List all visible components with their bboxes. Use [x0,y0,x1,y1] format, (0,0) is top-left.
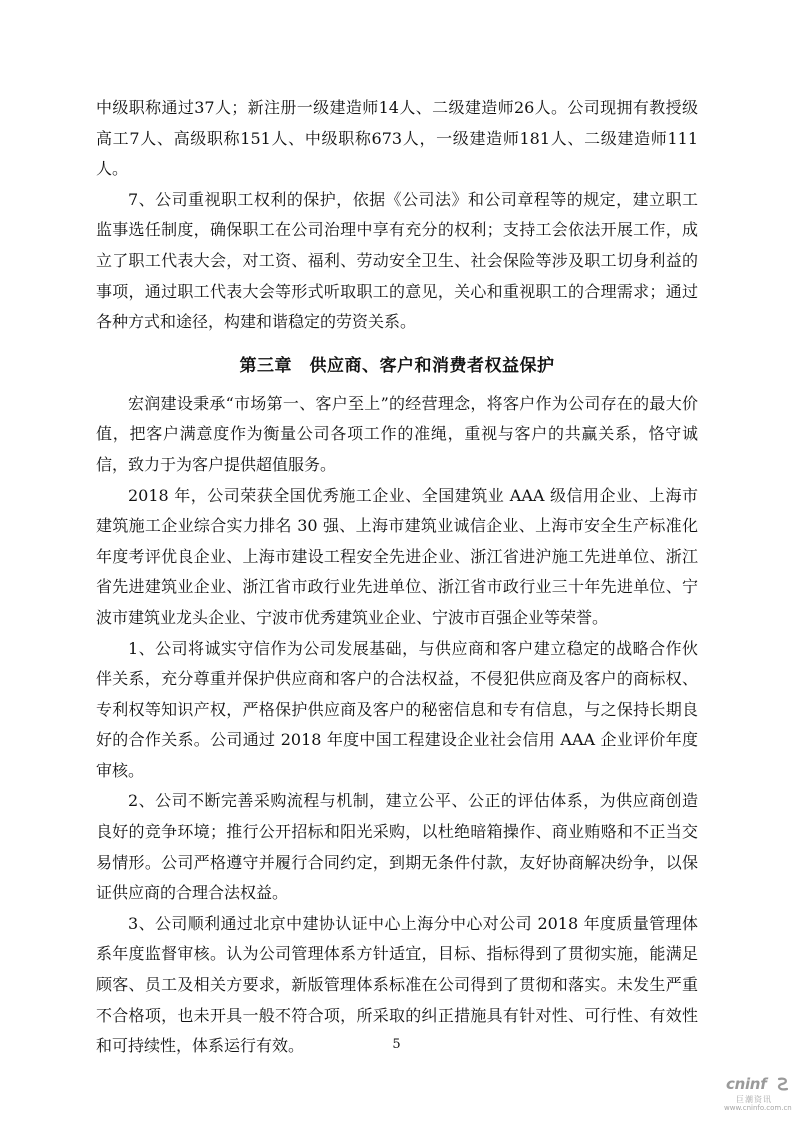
paragraph-honors-2018: 2018 年，公司荣获全国优秀施工企业、全国建筑业 AAA 级信用企业、上海市建筑施工企业综合实力排名 30 强、上海市建筑业诚信企业、上海市安全生产标准化年度考评优良企业、上海市建设工程安全先进企业、浙江省进沪施工先进单位、浙江省先进建筑业企业、浙江省市政行业先进单位、浙江省市政行业三十年先进单位、宁波市建筑业龙头企业、宁波市优秀建筑业企业、宁波市百强企业等荣誉。 [96,485,698,627]
paragraph-employee-rights: 7、公司重视职工权利的保护，依据《公司法》和公司章程等的规定，建立职工监事选任制度，确保职工在公司治理中享有充分的权利；支持工会依法开展工作，成立了职工代表大会，对工资、福利、劳动安全卫生、社会保险等涉及职工切身利益的事项，通过职工代表大会等形式听取职工的意见，关心和重视职工的合理需求；通过各种方式和途径，构建和谐稳定的劳资关系。 [96,189,698,332]
logo-swoosh-icon [776,1076,790,1092]
page-body [96,93,698,1062]
chapter-title: 第三章 供应商、客户和消费者权益保护 [239,355,555,376]
paragraph-procurement: 2、公司不断完善采购流程与机制，建立公平、公正的评估体系，为供应商创造良好的竞争环境；推行公开招标和阳光采购，以杜绝暗箱操作、商业贿赂和不正当交易情形。公司严格遵守并履行合同约定，到期无条件付款，友好协商解决纷争，以保证供应商的合理合法权益。 [96,791,698,903]
logo-wordmark: cninf [726,1075,767,1093]
page-number: 5 [392,1037,401,1052]
paragraph-supplier-partnership: 1、公司将诚实守信作为公司发展基础，与供应商和客户建立稳定的战略合作伙伴关系，充分尊重并保护供应商和客户的合法权益，不侵犯供应商及客户的商标权、专利权等知识产权，严格保护供应商及客户的秘密信息和专有信息，与之保持长期良好的合作关系。公司通过 2018 年度中国工程建设企业社会信用 AAA 企业评价年度审核。 [96,638,698,780]
logo-url: www.cninfo.com.cn [724,1104,792,1112]
logo-chinese-name: 巨潮资讯 [736,1095,772,1104]
paragraph-quality-audit: 3、公司顺利通过北京中建协认证中心上海分中心对公司 2018 年度质量管理体系年度监督审核。认为公司管理体系方针适宜，目标、指标得到了贯彻实施，能满足顾客、员工及相关方要求，新版管理体系标准在公司得到了贯彻和落实。未发生严重不合格项，也未开具一般不符合项，所采取的纠正措施具有针对性、可行性、有效性和可持续性，体系运行有效。 [96,913,698,1056]
paragraph-staff-titles: 中级职称通过37人；新注册一级建造师14人、二级建造师26人。公司现拥有教授级高工7人、高级职称151人、中级职称673人，一级建造师181人、二级建造师111人。 [96,98,698,179]
cninfo-logo [726,1075,792,1115]
paragraph-business-philosophy: 宏润建设秉承“市场第一、客户至上”的经营理念，将客户作为公司存在的最大价值，把客户满意度作为衡量公司各项工作的准绳，重视与客户的共赢关系，恪守诚信，致力于为客户提供超值服务。 [96,393,698,474]
